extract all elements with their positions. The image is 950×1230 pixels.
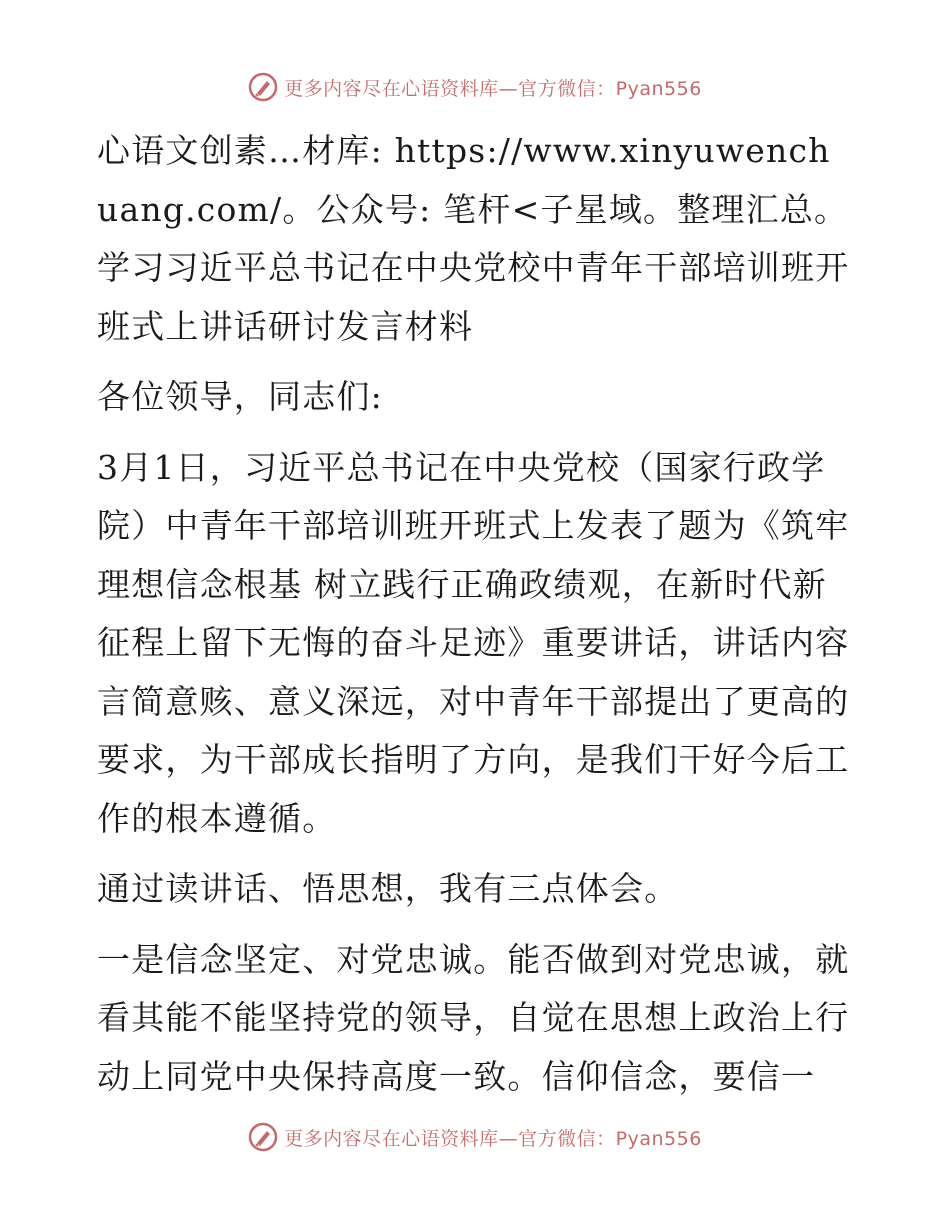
paragraph-point-one: 一是信念坚定、对党忠诚。能否做到对党忠诚，就看其能不能坚持党的领导，自觉在思想上政治上行动上同党中央保持高度一致。信仰信念，要信一 [97,939,850,1096]
header-watermark [0,72,950,102]
paragraph-intro: 心语文创素…材库: https://www.xinyuwenchuang.com/。公众号: 笔杆<子星域。整理汇总。学习习近平总书记在中央党校中青年干部培训班开班式上讲话研讨发言材料 [97,131,850,346]
watermark-text: 更多内容尽在心语资料库—官方微信：Pyan556 [284,77,702,100]
paragraph-speech-summary: 3月1日，习近平总书记在中央党校（国家行政学院）中青年干部培训班开班式上发表了题为《筑牢理想信念根基 树立践行正确政绩观，在新时代新征程上留下无悔的奋斗足迹》重要讲话，讲话内容言简意赅、意义深远，对中青年干部提出了更高的要求，为干部成长指明了方向，是我们干好今后工作的根本遵循。 [97,447,850,838]
watermark-text: 更多内容尽在心语资料库—官方微信：Pyan556 [284,1127,702,1150]
pen-circle-icon [248,1122,278,1152]
footer-watermark [0,1122,950,1152]
pen-circle-icon [248,72,278,102]
paragraph-reflection-intro: 通过读讲话、悟思想，我有三点体会。 [97,869,679,908]
paragraph-salutation: 各位领导，同志们: [97,377,383,416]
document-body [97,122,852,1118]
